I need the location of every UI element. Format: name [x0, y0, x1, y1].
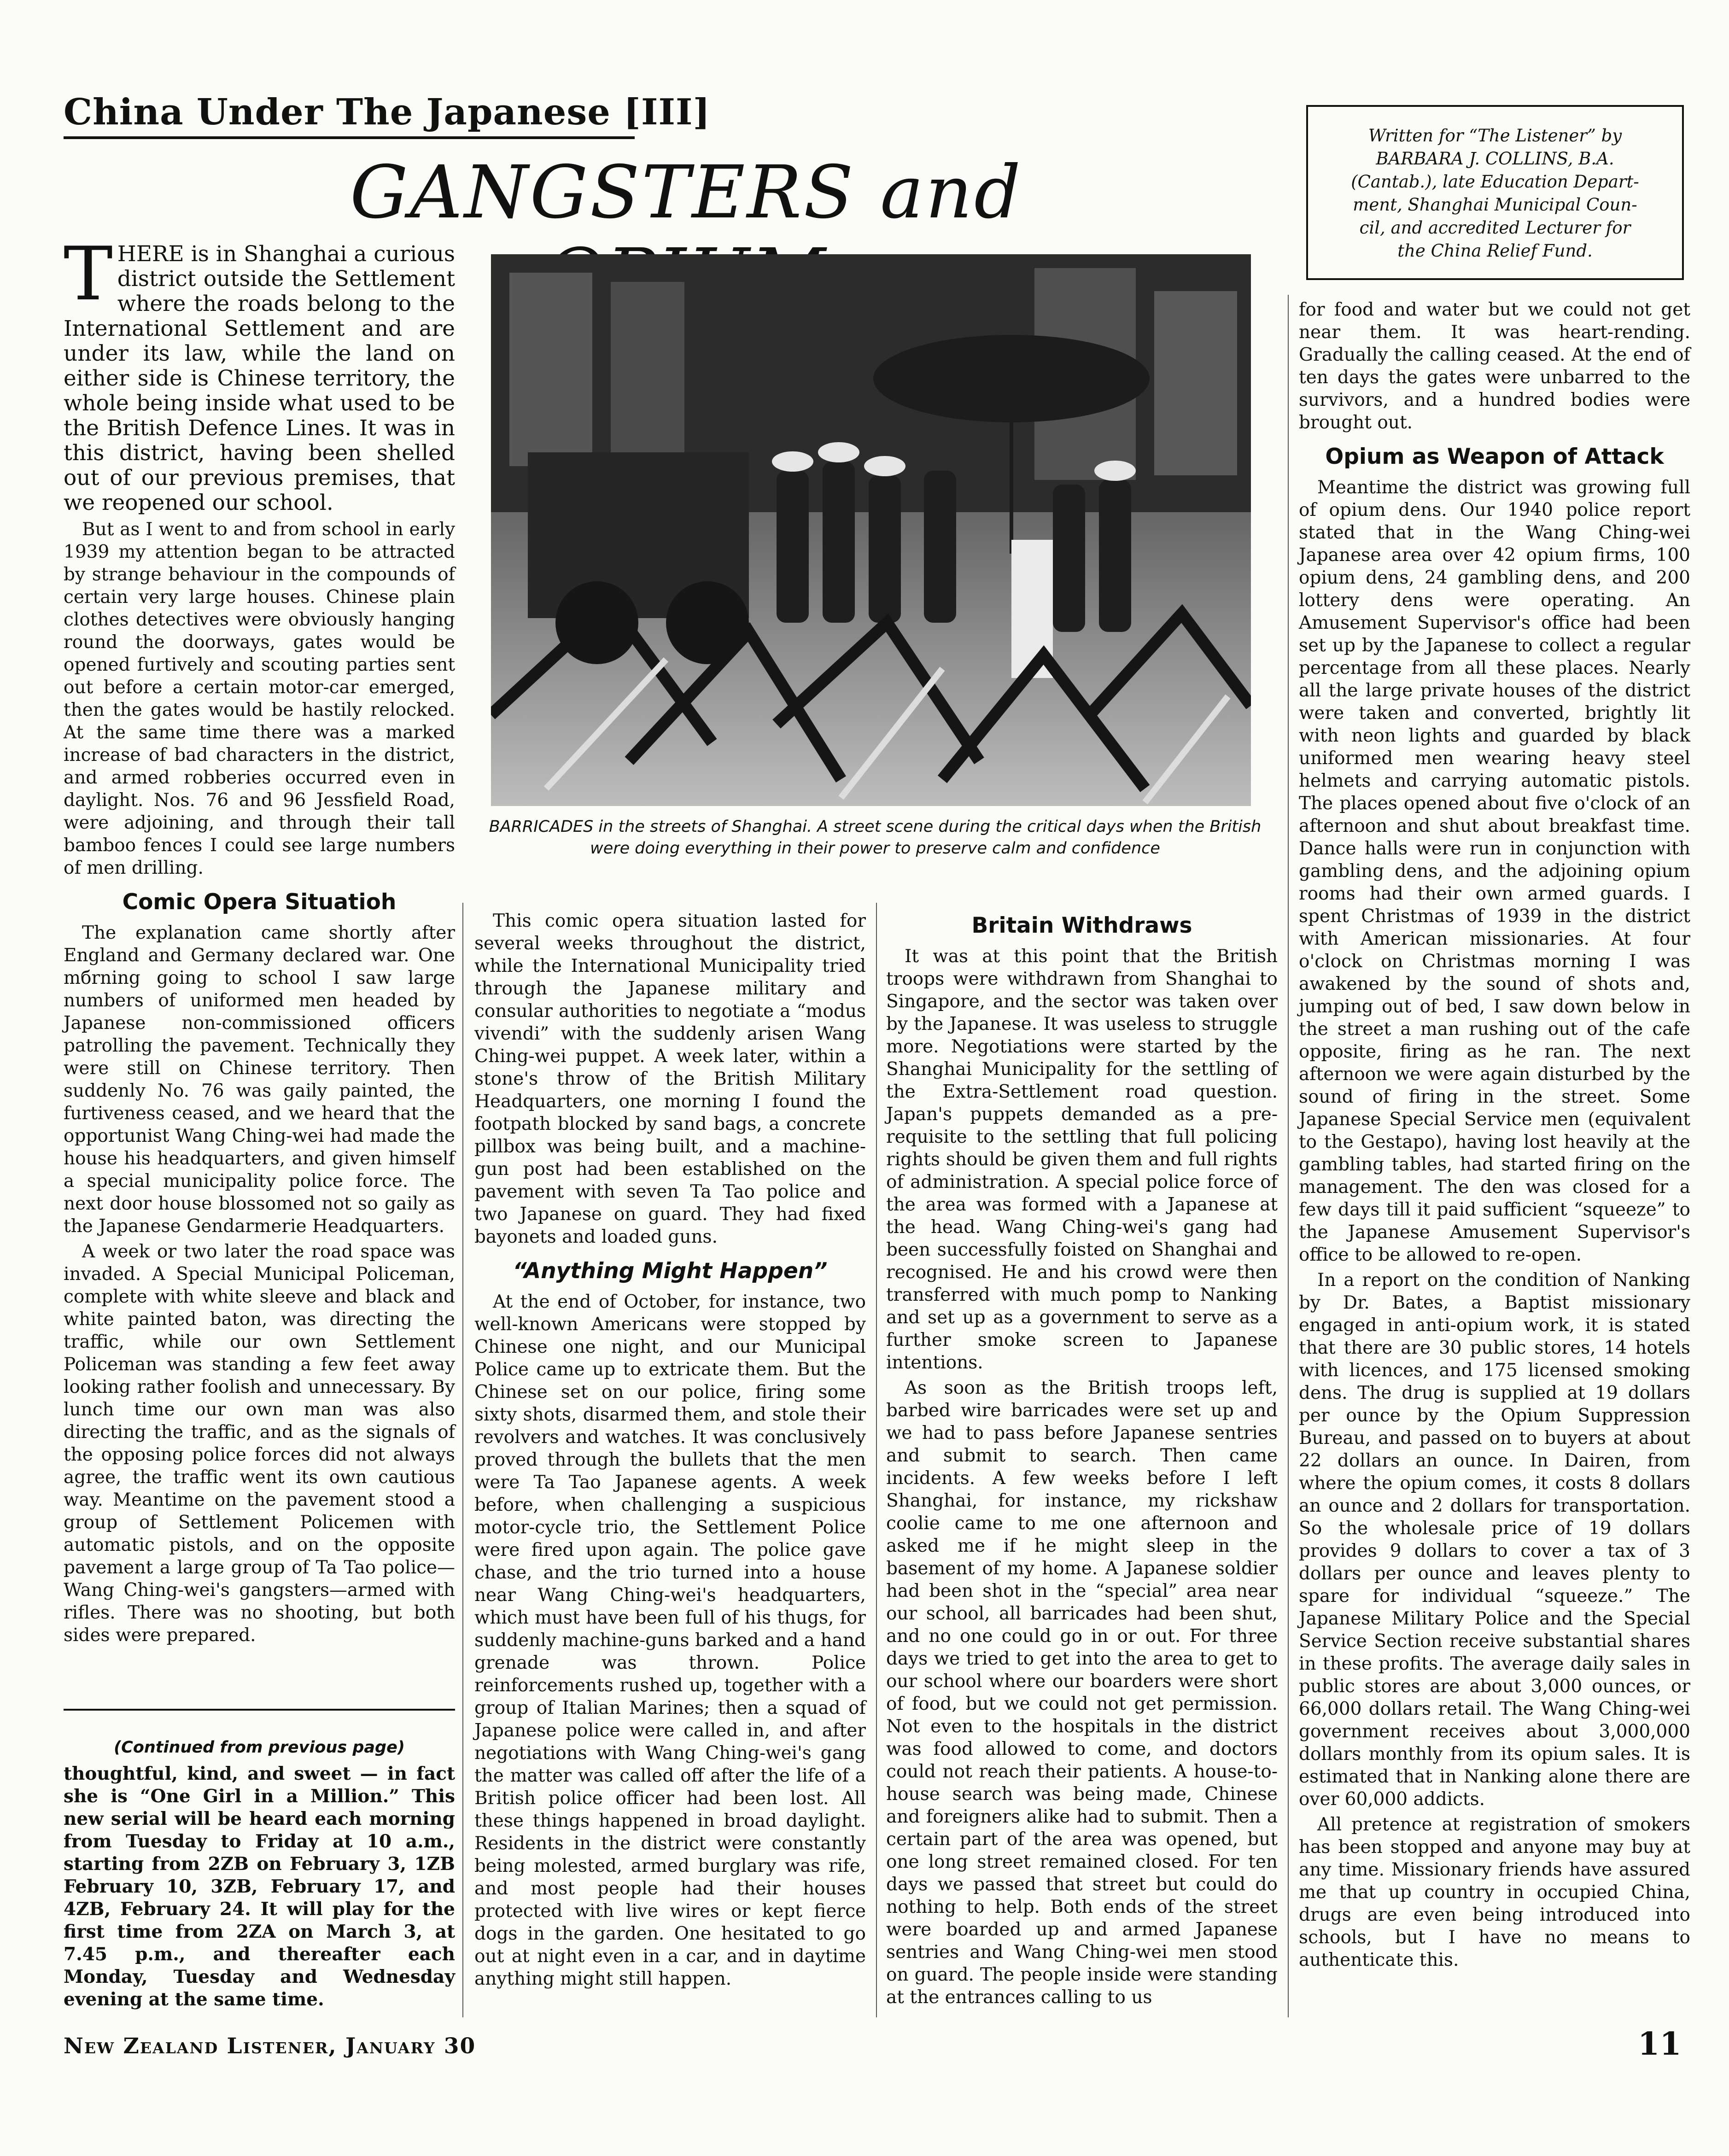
column-divider: [876, 903, 877, 2017]
paragraph: At the end of October, for instance, two well-known Americans were stopped by Chinese one night, and our Municipal Police came up to extricate them. But the Chinese set on our police, firing some sixty shots, disarmed them, and stole their revolvers and watches. It was conclusively proved through the bullets that the men were Ta Tao Japanese agents. A week before, when challenging a suspicious motor-cycle trio, the Settlement Police were fired upon again. The police gave chase, and the trio turned into a house near Wang Ching-wei's headquarters, which must have been full of his thugs, for suddenly machine-guns barked and a hand grenade was thrown. Police reinforcements rushed up, together with a group of Italian Marines; then a squad of Japanese police were called in, and after negotiations with Wang Ching-wei's gang the matter was called off after the life of a British police officer had been lost. All these things happened in broad daylight. Residents in the district were constantly being molested, armed burglary was rife, and most people had their houses protected with live wires or kept fierce dogs in the garden. One hesitated to go out at night even in a car, and in daytime anything might still happen.: [474, 1291, 866, 1989]
column-3: [886, 903, 1278, 2011]
photo-caption: BARRICADES in the streets of Shanghai. A street scene during the critical days when the British were doing everything in their power to preserve calm and confidence: [489, 818, 1262, 858]
publication-footer: New Zealand Listener, January 30: [64, 2033, 476, 2059]
series-title: China Under The Japanese [III]: [64, 91, 711, 133]
subheading: Comic Opera Situatioh: [122, 889, 397, 915]
byline-line: the China Relief Fund.: [1397, 241, 1593, 261]
barricades-photo: [491, 254, 1251, 806]
continued-block: [64, 1736, 455, 2014]
series-title-rule: [64, 136, 635, 139]
byline-line: BARBARA J. COLLINS, B.A.: [1376, 149, 1614, 169]
subheading: Britain Withdraws: [971, 913, 1192, 938]
column-rule: [64, 1709, 455, 1711]
paragraph: All pretence at registration of smokers has been stopped and anyone may buy at any time. Missionary friends have assured me that up country in occupied China, drugs are even being introduced into schools, but I have no means to authenticate this.: [1299, 1814, 1690, 1970]
paragraph: But as I went to and from school in early 1939 my attention began to be attracted by strange behaviour in the compounds of certain very large houses. Chinese plain clothes detectives were obviously hanging round the doorways, gates would be opened furtively and scouting parties sent out before a certain motor-car emerged, then the gates would be hastily relocked. At the same time there was a marked increase of bad characters in the district, and armed robberies occurred even in daylight. Nos. 76 and 96 Jessfield Road, were adjoining, and through their tall bamboo fences I could see large numbers of men drilling.: [64, 519, 455, 878]
continued-text: thoughtful, kind, and sweet — in fact she is “One Girl in a Million.” This new serial will be heard each morning from Tuesday to Friday at 10 a.m., starting from 2ZB on February 3, 1ZB February 10, 3ZB, February 17, and 4ZB, February 24. It will play for the first time from 2ZA on March 3, at 7.45 p.m., and thereafter each Monday, Tuesday and Wednesday evening at the same time.: [64, 1763, 455, 2010]
paragraph: In a report on the condition of Nanking by Dr. Bates, a Baptist missionary engaged in anti-opium work, it is stated that there are 30 public stores, 14 hotels with licences, and 175 licensed smoking dens. The drug is supplied at 19 dollars per ounce by the Opium Suppression Bureau, and passed on to buyers at about 22 dollars an ounce. In Dairen, from where the opium comes, it costs 8 dollars an ounce and 2 dollars for transportation. So the wholesale price of 19 dollars provides 9 dollars to cover a tax of 3 dollars per ounce and leaves plenty to spare for individual “squeeze.” The Japanese Military Police and the Special Service Section receive substantial shares in these profits. The average daily sales in public stores are about 3,000 ounces, or 66,000 dollars retail. The Wang Ching-wei government receives about 3,000,000 dollars monthly from its opium sales. It is estimated that in Nanking alone there are over 60,000 addicts.: [1299, 1270, 1690, 1810]
paragraph: It was at this point that the British troops were withdrawn from Shanghai to Singapore, and the sector was taken over by the Japanese. It was useless to struggle more. Negotiations were started by the Shanghai Municipality for the settling of the Extra-Settlement road question. Japan's puppets demanded as a pre-requisite to the settling that full policing rights should be given them and full rights of administration. A special police force of the area was formed with a Japanese at the head. Wang Ching-wei's gang had been successfully foisted on Shanghai and recognised. He and his crowd were then transferred with much pomp to Nanking and set up as a government to serve as a further smoke screen to Japanese intentions.: [886, 946, 1278, 1373]
paragraph: The explanation came shortly after England and Germany declared war. One mбrning going to school I saw large numbers of uniformed men headed by Japanese non-commissioned officers patrolling the pavement. Technically they were still on Chinese territory. Then suddenly No. 76 was gaily painted, the furtiveness ceased, and we heard that the opportunist Wang Ching-wei had made the house his headquarters, and given himself a special municipality police force. The next door house blossomed not so gaily as the Japanese Gendarmerie Headquarters.: [64, 923, 455, 1237]
headline: GANGSTERS and: [350, 150, 1023, 235]
drop-cap: T: [64, 231, 113, 317]
paragraph: for food and water but we could not get near them. It was heart-rending. Gradually the calling ceased. At the end of ten days the gates were unbarred to the survivors, and a hundred bodies were brought out.: [1299, 299, 1690, 433]
paragraph: A week or two later the road space was invaded. A Special Municipal Policeman, complete with white sleeve and black and white painted baton, was directing the traffic, while our own Settlement Policeman was standing a few feet away looking rather foolish and unnecessary. By lunch time our own man was also directing the traffic, and as the signals of the opposing police forces did not always agree, the traffic went its own cautious way. Meantime on the pavement stood a group of Settlement Policemen with automatic pistols, and on the opposite pavement a large group of Ta Tao police—Wang Ching-wei's gangsters—armed with rifles. There was no shooting, but both sides were prepared.: [64, 1241, 455, 1646]
column-2: [474, 910, 866, 1993]
column-1: [64, 231, 455, 1649]
column-4: [1299, 298, 1690, 1974]
byline-line: cil, and accredited Lecturer for: [1359, 218, 1631, 238]
subheading: “Anything Might Happen”: [513, 1258, 828, 1284]
lead-text: HERE is in Shanghai a curious district outside the Settlement where the roads belong to the International Settlement and are under its law, while the land on either side is Chinese territory, the whole being inside what used to be the British Defence Lines. It was in this district, having been shelled out of our previous premises, that we reopened our school.: [64, 241, 455, 515]
paragraph: This comic opera situation lasted for several weeks throughout the district, while the International Municipality tried through the Japanese military and consular authorities to negotiate a “modus vivendi” with the suddenly arisen Wang Ching-wei puppet. A week later, within a stone's throw of the British Military Headquarters, one morning I found the footpath blocked by sand bags, a concrete pillbox was being built, and a machine-gun post had been established on the pavement with seven Ta Tao police and two Japanese on guard. They had fixed bayonets and loaded guns.: [474, 911, 866, 1247]
column-divider: [1288, 295, 1289, 2017]
byline-line: Written for “The Listener” by: [1368, 126, 1622, 146]
paragraph: As soon as the British troops left, barbed wire barricades were set up and we had to pass before Japanese sentries and submit to search. Then came incidents. A few weeks before I left Shanghai, for instance, my rickshaw coolie came to me one afternoon and asked me if he might sleep in the basement of my home. A Japanese soldier had been shot in the “special” area near our school, all barricades had been shut, and no one could go in or out. For three days we tried to get into the area to get to our school where our boarders were short of food, but we could not get permission. Not even to the hospitals in the district was food allowed to come, and doctors could not reach their patients. A house-to-house search was being made, Chinese and foreigners alike had to submit. Then a certain part of the area was opened, but one long street remained closed. For ten days we passed that street but could do nothing to help. Both ends of the street were boarded up and armed Japanese sentries and Wang Ching-wei men stood on guard. The people inside were standing at the entrances calling to us: [886, 1378, 1278, 2008]
column-divider: [462, 903, 463, 2017]
lead-paragraph: [64, 231, 455, 515]
paragraph: Meantime the district was growing full of opium dens. Our 1940 police report stated that in the Wang Ching-wei Japanese area over 42 opium firms, 100 opium dens, 24 gambling dens, and 200 lottery dens were operating. An Amusement Supervisor's office had been set up by the Japanese to collect a regular percentage from all these places. Nearly all the large private houses of the district were taken and converted, brightly lit with neon lights and guarded by black uniformed men wearing heavy steel helmets and carrying automatic pistols. The places opened about five o'clock of an afternoon and shut about breakfast time. Dance halls were run in conjunction with gambling dens, and the adjoining opium rooms had their own armed guards. I spent Christmas of 1939 in the district with American missionaries. At four o'clock on Christmas morning I was awakened by the sound of shots and, jumping out of bed, I saw down below in the street a man rushing out of the cafe opposite, firing as he ran. The next afternoon we were again disturbed by the sound of firing in the street. Some Japanese Special Service men (equivalent to the Gestapo), having lost heavily at the gambling tables, had started firing on the management. The den was closed for a few days till it paid sufficient “squeeze” to the Japanese Amusement Supervisor's office to be allowed to re-open.: [1299, 477, 1690, 1265]
continued-label: (Continued from previous page): [114, 1738, 405, 1757]
byline-line: ment, Shanghai Municipal Coun-: [1353, 195, 1637, 215]
byline-line: (Cantab.), late Education Depart-: [1351, 172, 1639, 192]
subheading: Opium as Weapon of Attack: [1325, 444, 1664, 469]
page-number: 11: [1638, 2026, 1682, 2063]
byline-box: [1306, 105, 1684, 280]
